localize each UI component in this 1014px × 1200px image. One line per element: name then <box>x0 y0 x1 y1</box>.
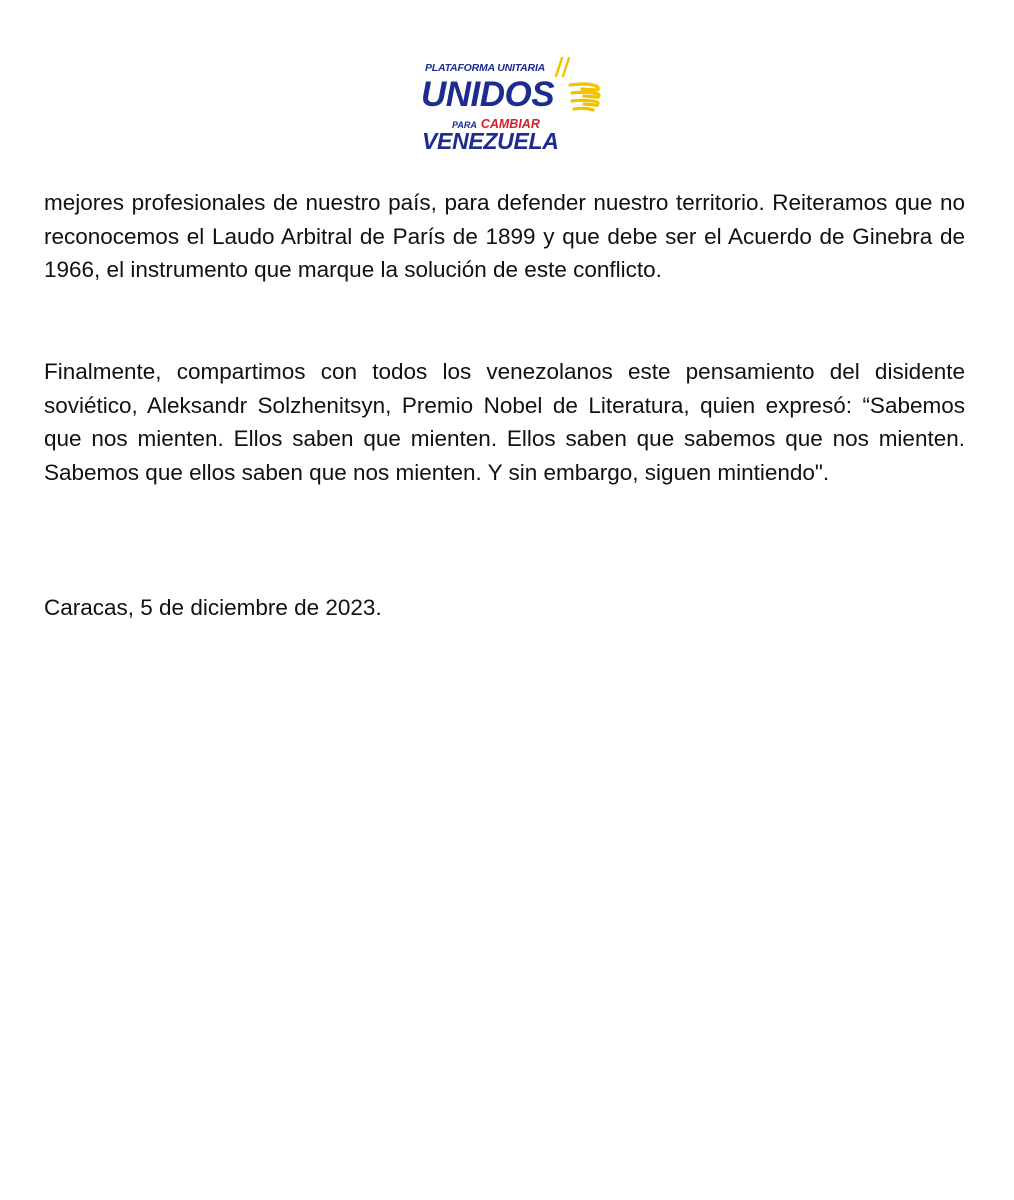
logo-cambiar: CAMBIAR <box>480 117 540 131</box>
logo-kicker: PLATAFORMA UNITARIA <box>425 62 546 74</box>
logo-unidos: UNIDOS <box>421 75 555 114</box>
logo-venezuela: VENEZUELA <box>422 128 559 154</box>
logo-para: PARA <box>452 120 477 130</box>
slash-marks-icon <box>554 56 576 78</box>
unidos-logo <box>418 52 618 157</box>
hand-icon <box>566 81 602 113</box>
paragraph-territory: mejores profesionales de nuestro país, para defender nuestro territorio. Reiteramos que no reconocemos el Laudo Arbitral de París de 1899 y que debe ser el Acuerdo de Ginebra de 1966, el instrumento que marque la solución de este conflicto. <box>44 190 965 283</box>
place-date: Caracas, 5 de diciembre de 2023. <box>44 595 382 620</box>
paragraph-quote: Finalmente, compartimos con todos los venezolanos este pensamiento del disidente soviético, Aleksandr Solzhenitsyn, Premio Nobel de Literatura, quien expresó: “Sabemos que nos mienten. Ellos saben que mienten. Ellos saben que sabemos que nos mienten. Sabemos que ellos saben que nos mienten. Y sin embargo, siguen mintiendo". <box>44 359 965 485</box>
